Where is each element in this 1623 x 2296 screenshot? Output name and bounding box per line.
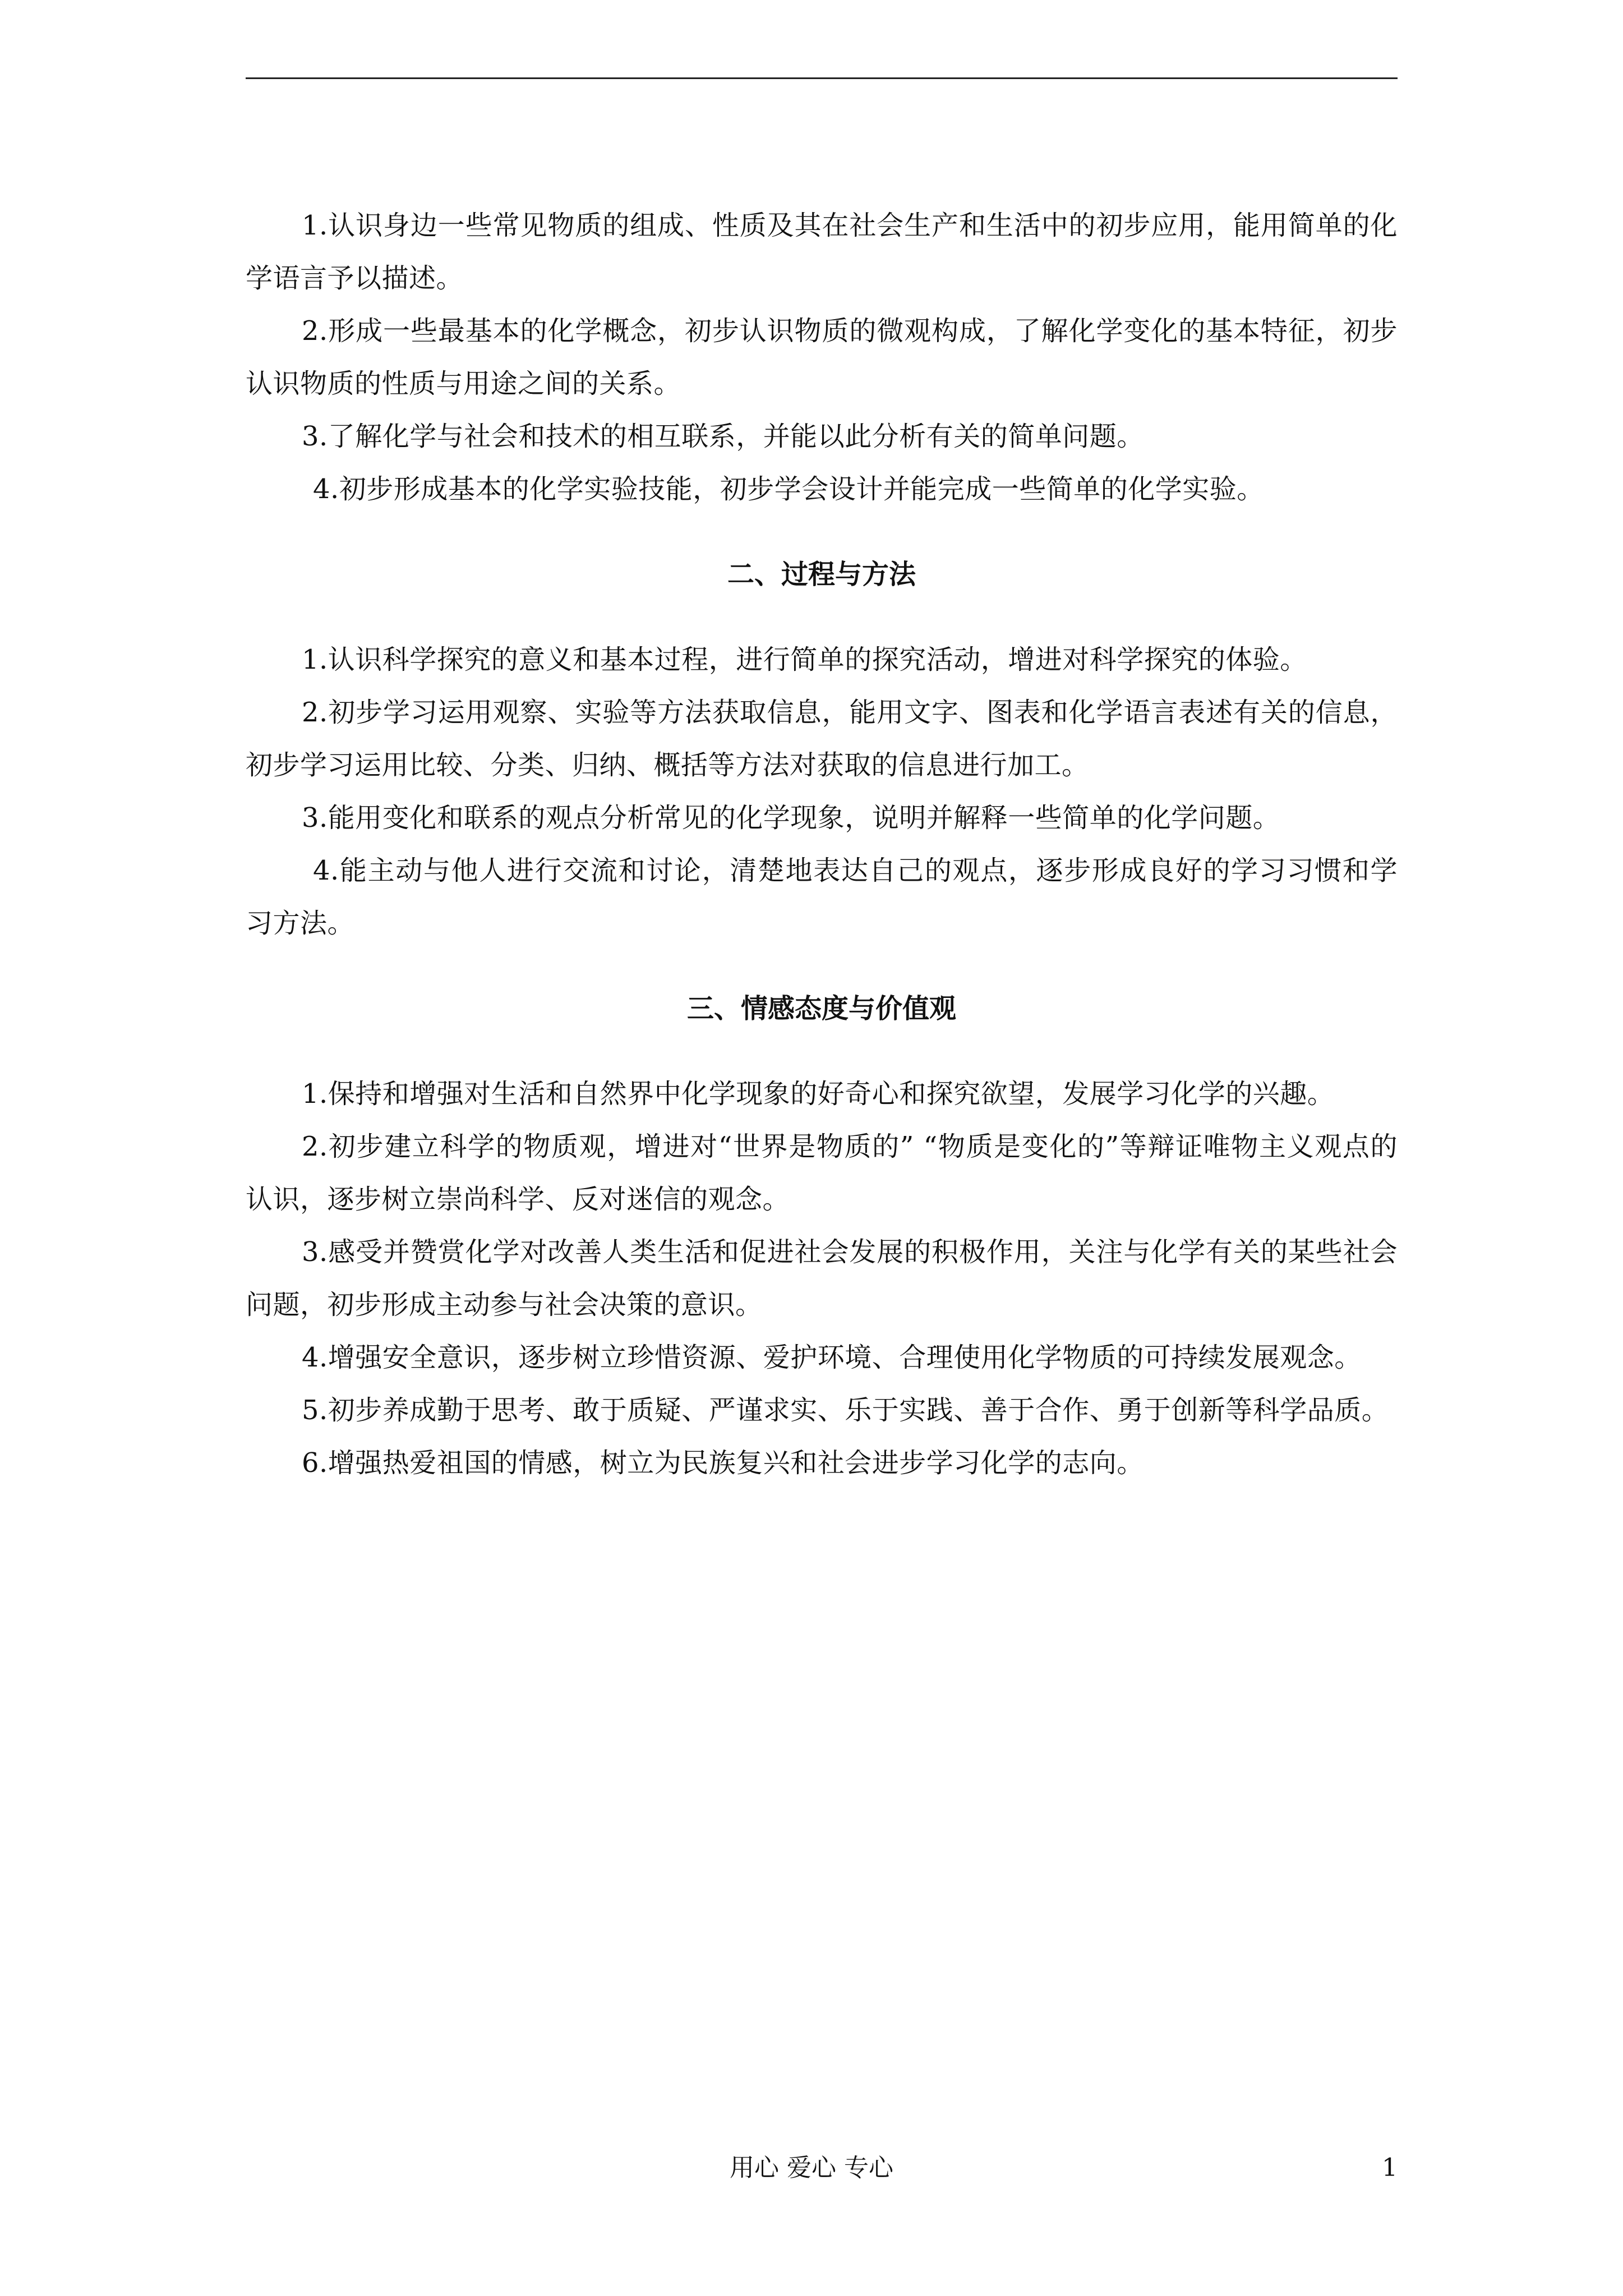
- document-body: [246, 199, 1398, 1489]
- section-process-methods: [246, 548, 1398, 950]
- paragraph-1-2: 2.形成一些最基本的化学概念，初步认识物质的微观构成，了解化学变化的基本特征，初步认识物质的性质与用途之间的关系。: [246, 315, 1398, 399]
- header-rule: [246, 77, 1398, 79]
- paragraph-3-3: 3.感受并赞赏化学对改善人类生活和促进社会发展的积极作用，关注与化学有关的某些社会问题，初步形成主动参与社会决策的意识。: [246, 1236, 1398, 1320]
- paragraph-2-4: 4.能主动与他人进行交流和讨论，清楚地表达自己的观点，逐步形成良好的学习习惯和学习方法。: [246, 855, 1398, 939]
- paragraph-3-6: 6.增强热爱祖国的情感，树立为民族复兴和社会进步学习化学的志向。: [302, 1447, 1144, 1479]
- page-number: 1: [1382, 2154, 1398, 2182]
- section-heading-attitudes-values: 三、情感态度与价值观: [686, 993, 956, 1024]
- paragraph-1-1: 1.认识身边一些常见物质的组成、性质及其在社会生产和生活中的初步应用，能用简单的化学语言予以描述。: [246, 210, 1398, 294]
- paragraph-3-2: 2.初步建立科学的物质观，增进对“世界是物质的” “物质是变化的”等辩证唯物主义观点的认识，逐步树立崇尚科学、反对迷信的观念。: [246, 1131, 1398, 1215]
- paragraph-2-3: 3.能用变化和联系的观点分析常见的化学现象，说明并解释一些简单的化学问题。: [302, 802, 1280, 834]
- paragraph-1-4: 4.初步形成基本的化学实验技能，初步学会设计并能完成一些简单的化学实验。: [313, 473, 1264, 505]
- paragraph-2-1: 1.认识科学探究的意义和基本过程，进行简单的探究活动，增进对科学探究的体验。: [302, 644, 1307, 675]
- paragraph-3-5: 5.初步养成勤于思考、敢于质疑、严谨求实、乐于实践、善于合作、勇于创新等科学品质。: [302, 1395, 1389, 1426]
- paragraph-3-4: 4.增强安全意识，逐步树立珍惜资源、爱护环境、合理使用化学物质的可持续发展观念。: [302, 1342, 1362, 1373]
- paragraph-3-1: 1.保持和增强对生活和自然界中化学现象的好奇心和探究欲望，发展学习化学的兴趣。: [302, 1078, 1335, 1110]
- paragraph-2-2: 2.初步学习运用观察、实验等方法获取信息，能用文字、图表和化学语言表述有关的信息，初步学习运用比较、分类、归纳、概括等方法对获取的信息进行加工。: [246, 697, 1398, 781]
- section-knowledge-skills: [246, 199, 1398, 516]
- footer-motto: 用心 爱心 专心: [730, 2154, 893, 2182]
- paragraph-1-3: 3.了解化学与社会和技术的相互联系，并能以此分析有关的简单问题。: [302, 421, 1144, 452]
- section-attitudes-values: [246, 982, 1398, 1489]
- section-heading-process-methods: 二、过程与方法: [727, 559, 916, 590]
